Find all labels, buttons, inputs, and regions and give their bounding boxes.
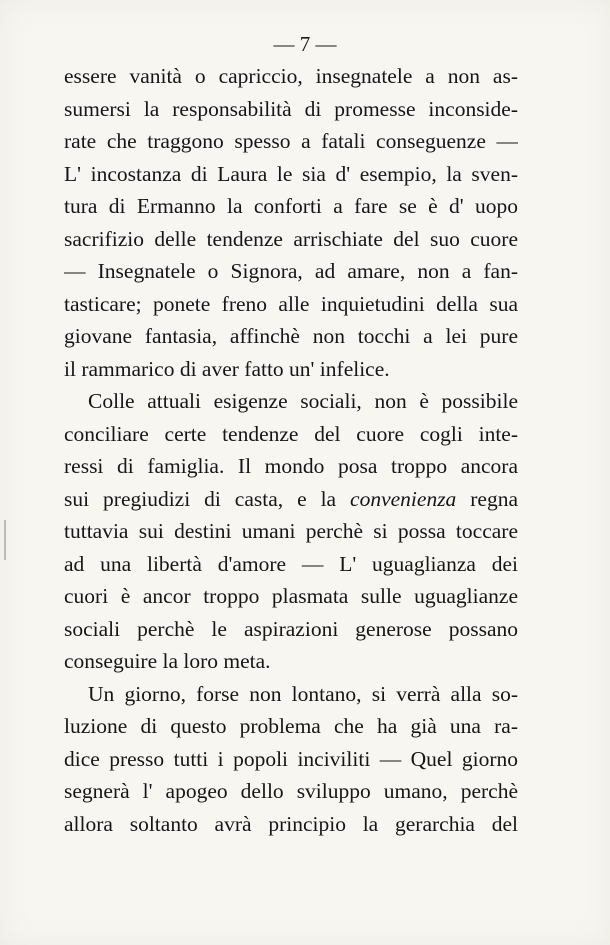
paragraph-2 — [64, 385, 518, 678]
text-line: segnerà l' apogeo dello sviluppo umano, perchè — [64, 779, 518, 803]
text-line: Colle attuali esigenze sociali, non è possibile — [88, 389, 518, 413]
text-line: cuori è ancor troppo plasmata sulle uguaglianze — [64, 584, 518, 608]
text-line: tasticare; ponete freno alle inquietudini della sua — [64, 291, 518, 316]
text-line: essere vanità o capriccio, insegnatele a non as- — [64, 64, 518, 88]
scan-edge-mark — [4, 520, 6, 560]
italic-word: convenienza — [350, 486, 457, 511]
text-line: il rammarico di aver fatto un' infelice. — [64, 356, 390, 381]
text-line: allora soltanto avrà principio la gerarchia del — [64, 811, 518, 836]
text-line: tuttavia sui destini umani perchè si possa toccare — [64, 519, 518, 543]
text-line: luzione di questo problema che ha già una ra- — [64, 714, 518, 738]
text-line: Un giorno, forse non lontano, si verrà alla so- — [88, 681, 518, 706]
text-line: sociali perchè le aspirazioni generose possano — [64, 616, 518, 641]
text-line: conseguire la loro meta. — [64, 649, 271, 673]
text-segment: sui pregiudizi di casta, e la — [64, 486, 337, 511]
text-line: sumersi la responsabilità di promesse inconside- — [64, 96, 518, 121]
paragraph-1 — [64, 60, 518, 385]
text-segment: regna — [470, 486, 518, 511]
text-line: L' incostanza di Laura le sia d' esempio, la sven- — [64, 161, 518, 186]
text-line: dice presso tutti i popoli inciviliti — Quel giorno — [64, 746, 518, 771]
page-number: — 7 — — [273, 32, 337, 56]
text-line: giovane fantasia, affinchè non tocchi a lei pure — [64, 324, 518, 348]
text-line: sacrifizio delle tendenze arrischiate del suo cuore — [64, 226, 518, 251]
text-line: — Insegnatele o Signora, ad amare, non a fan- — [64, 259, 518, 283]
text-line-with-italic — [64, 483, 518, 516]
body-text — [64, 60, 518, 840]
text-line: conciliare certe tendenze del cuore cogli inte- — [64, 421, 518, 446]
text-line: rate che traggono spesso a fatali conseguenze — — [64, 129, 518, 153]
text-line: tura di Ermanno la conforti a fare se è d' uopo — [64, 194, 518, 218]
paragraph-3 — [64, 678, 518, 841]
text-line: ad una libertà d'amore — L' uguaglianza dei — [64, 551, 518, 576]
text-line: ressi di famiglia. Il mondo posa troppo ancora — [64, 454, 518, 478]
